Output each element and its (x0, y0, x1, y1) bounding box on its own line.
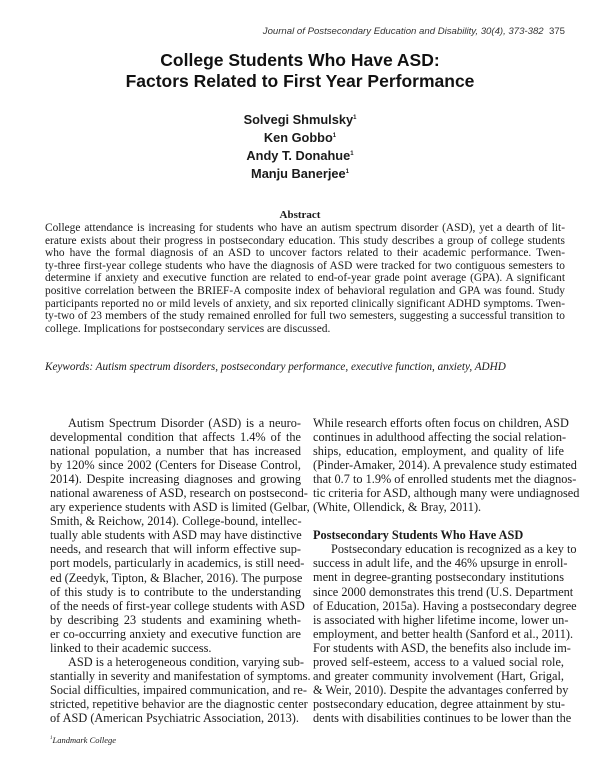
text-line: While research efforts often focus on children, ASD (313, 416, 569, 430)
text-line: linked to their academic success. (50, 640, 212, 655)
text-line: who have the formal diagnosis of an ASD to uncover factors related to their academic performance. Twen- (45, 247, 565, 260)
author-list (0, 110, 600, 182)
author (0, 164, 600, 182)
text-line: postsecondary education, degree attainment by stu- (313, 696, 566, 711)
title-line-1: College Students Who Have ASD: (160, 50, 440, 70)
page-number: 375 (548, 26, 565, 37)
affiliation-marker: 1 (353, 115, 357, 121)
text-line: Autism Spectrum Disorder (ASD) is a neuro- (68, 416, 301, 430)
text-line: needs, and research that will inform effective sup- (50, 542, 301, 557)
abstract-body (45, 222, 565, 335)
text-line: participants reported no or mild levels of anxiety, and six reported clinically significant ADHD symptoms. Twen- (45, 297, 565, 310)
text-line: by describing 23 students and examining wheth- (50, 612, 301, 627)
text-line: by 120% since 2002 (Centers for Disease Control, (50, 458, 301, 473)
text-line: ary experience students with ASD is limited (Gelbar, (50, 500, 310, 515)
text-line: tually able students with ASD may have distinctive (50, 528, 302, 543)
text-line: ty-two of 23 members of the study remained enrolled for full two semesters, suggesting a successful transition to (45, 310, 565, 323)
text-line: ty-three first-year college students who have the diagnosis of ASD were tracked for two contiguous semesters to (45, 259, 565, 272)
text-line: & Weir, 2010). Despite the advantages conferred by (313, 682, 569, 697)
text-line: of this study is to contribute to the understanding (50, 584, 301, 599)
running-header (263, 26, 565, 37)
text-line: of ASD (American Psychiatric Association, 2013). (50, 710, 299, 725)
text-line: ment in degree-granting postsecondary institutions (313, 570, 564, 585)
text-line: and greater community involvement (Hart, Grigal, (313, 668, 564, 683)
footnote (50, 735, 116, 745)
text-line: Postsecondary education is recognized as a key to (331, 542, 577, 557)
text-line: determine if anxiety and executive function are related to end-of-year grade point average (GPA). A significant (45, 272, 565, 285)
text-line: developmental condition that affects 1.4% of the (50, 430, 301, 445)
text-line: success in adult life, and the 46% upsurge in enroll- (313, 556, 568, 571)
right-paragraph-2 (313, 542, 577, 725)
text-line: tic criteria for ASD, although many were undiagnosed (313, 486, 580, 501)
footnote-marker: 1 (50, 736, 53, 742)
keywords: Keywords: Autism spectrum disorders, postsecondary performance, executive function, anxiety, ADHD (45, 361, 506, 373)
text-line: College attendance is increasing for students who have an autism spectrum disorder (ASD), yet a dearth of lit- (45, 222, 565, 234)
text-line: (Pinder-Amaker, 2014). A prevalence study estimated (313, 458, 577, 473)
text-line: since 2000 demonstrates this trend (U.S. Department (313, 584, 574, 599)
left-paragraph-1 (50, 416, 310, 655)
text-line: national population, a number that has increased (50, 444, 301, 459)
text-line: of Education, 2015a). Having a postsecondary degree (313, 598, 577, 613)
left-column (50, 416, 311, 725)
author-name: Ken Gobbo (263, 130, 333, 145)
text-line: dents with disabilities continues to be lower than the (313, 710, 572, 725)
section-heading: Postsecondary Students Who Have ASD (313, 528, 524, 543)
text-line: For students with ASD, the benefits also include im- (313, 640, 571, 655)
text-line: erature exists about their progress in postsecondary education. This study describes a group of college students (45, 234, 565, 247)
author (0, 146, 600, 164)
text-line: 2014). Despite increasing diagnoses and growing (50, 472, 301, 487)
author-name: Manju Banerjee (251, 166, 346, 181)
text-line: er co-occurring anxiety and executive function are (50, 626, 301, 641)
right-paragraph-1 (313, 416, 580, 515)
affiliation-marker: 1 (350, 151, 354, 157)
text-line: stantially in severity and manifestation of symptoms. (50, 668, 311, 683)
left-paragraph-2 (50, 654, 311, 725)
text-line: that 0.7 to 1.9% of enrolled students met the diagnos- (313, 472, 577, 487)
text-line: Social difficulties, impaired communication, and re- (50, 682, 307, 697)
text-line: of the needs of first-year college students with ASD (50, 598, 305, 613)
text-line: college. Implications for postsecondary services are discussed. (45, 322, 331, 335)
paper-title (0, 50, 600, 92)
text-line: ships, education, employment, and quality of life (313, 444, 564, 459)
text-line: proved self-esteem, access to a valued social role, (313, 654, 564, 669)
author (0, 110, 600, 128)
right-column (313, 416, 580, 725)
text-line: employment, and better health (Sanford et al., 2011). (313, 626, 574, 641)
text-line: (White, Ollendick, & Bray, 2011). (313, 500, 482, 515)
text-line: Smith, & Reichow, 2014). College-bound, intellec- (50, 514, 302, 529)
text-line: is associated with higher lifetime income, lower un- (313, 612, 569, 627)
text-line: ASD is a heterogeneous condition, varying sub- (68, 654, 304, 669)
text-line: stricted, repetitive behavior are the diagnostic center (50, 696, 308, 711)
footnote-text: Landmark College (52, 735, 117, 745)
author (0, 128, 600, 146)
text-line: national awareness of ASD, research on postsecond- (50, 486, 308, 501)
journal-citation: Journal of Postsecondary Education and Disability, 30(4), 373-382 (262, 26, 544, 37)
author-name: Solvegi Shmulsky (243, 112, 354, 127)
text-line: ed (Zeedyk, Tipton, & Blacher, 2016). The purpose (50, 570, 303, 585)
author-name: Andy T. Donahue (246, 148, 351, 163)
affiliation-marker: 1 (345, 169, 349, 175)
affiliation-marker: 1 (332, 133, 337, 139)
text-line: continues in adulthood affecting the social relation- (313, 430, 567, 445)
abstract-heading: Abstract (279, 209, 321, 221)
text-line: positive correlation between the BRIEF-A composite index of behavioral regulation and GPA was found. Study (45, 284, 565, 297)
title-line-2: Factors Related to First Year Performance (125, 71, 475, 91)
text-line: port models, particularly in academics, is still need- (50, 556, 305, 571)
